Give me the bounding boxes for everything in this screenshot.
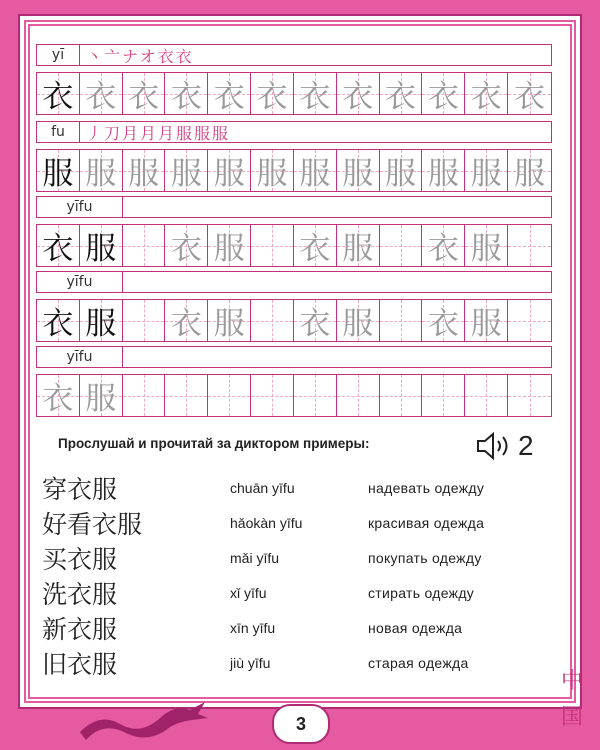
blank-cell[interactable] bbox=[380, 225, 423, 266]
example-row bbox=[42, 470, 542, 506]
trace-cell[interactable]: 衣 bbox=[165, 225, 208, 266]
trace-cell[interactable]: 服 bbox=[337, 300, 380, 341]
example-pinyin: chuān yīfu bbox=[230, 480, 295, 496]
trace-cell[interactable]: 服 bbox=[123, 150, 166, 191]
example-pinyin: xǐ yīfu bbox=[230, 585, 267, 601]
trace-cell[interactable]: 衣 bbox=[422, 73, 465, 114]
trace-cell[interactable]: 服 bbox=[465, 300, 508, 341]
trace-cell[interactable]: 衣 bbox=[123, 73, 166, 114]
writing-grid bbox=[36, 224, 552, 267]
model-character: 服 bbox=[37, 150, 80, 191]
example-translation: надевать одежду bbox=[368, 480, 485, 496]
examples-title: Прослушай и прочитай за диктором примеры: bbox=[58, 436, 370, 451]
blank-cell[interactable] bbox=[251, 300, 294, 341]
example-pinyin: hǎokàn yīfu bbox=[230, 515, 303, 531]
pinyin-strip bbox=[36, 196, 552, 218]
writing-grid bbox=[36, 72, 552, 115]
example-row bbox=[42, 610, 542, 646]
audio-track[interactable] bbox=[476, 430, 534, 462]
trace-cell[interactable]: 服 bbox=[165, 150, 208, 191]
example-translation: новая одежда bbox=[368, 620, 463, 636]
trace-cell[interactable]: 服 bbox=[208, 300, 251, 341]
example-row bbox=[42, 505, 542, 541]
trace-cell[interactable]: 衣 bbox=[294, 225, 337, 266]
writing-grid bbox=[36, 374, 552, 417]
trace-cell[interactable]: 服 bbox=[80, 150, 123, 191]
example-pinyin: jiù yīfu bbox=[230, 655, 271, 671]
trace-cell[interactable]: 服 bbox=[294, 150, 337, 191]
blank-cell[interactable] bbox=[123, 375, 166, 416]
trace-cell[interactable]: 服 bbox=[465, 150, 508, 191]
pinyin-strip bbox=[36, 121, 552, 143]
blank-cell[interactable] bbox=[123, 300, 166, 341]
trace-cell[interactable]: 衣 bbox=[294, 300, 337, 341]
example-row bbox=[42, 575, 542, 611]
blank-cell[interactable] bbox=[123, 225, 166, 266]
example-pinyin: xīn yīfu bbox=[230, 620, 276, 636]
pinyin-label: yī bbox=[37, 45, 80, 65]
blank-cell[interactable] bbox=[251, 375, 294, 416]
model-character: 衣 bbox=[37, 300, 80, 341]
trace-cell[interactable]: 服 bbox=[422, 150, 465, 191]
model-character: 服 bbox=[80, 225, 123, 266]
pinyin-label: yīfu bbox=[37, 272, 123, 292]
blank-cell[interactable] bbox=[251, 225, 294, 266]
trace-cell[interactable]: 衣 bbox=[337, 73, 380, 114]
stroke-order: 丿刀月月月服服服 bbox=[86, 123, 231, 143]
trace-cell[interactable]: 衣 bbox=[165, 300, 208, 341]
example-pinyin: mǎi yīfu bbox=[230, 550, 280, 566]
trace-cell[interactable]: 服 bbox=[508, 150, 551, 191]
blank-cell[interactable] bbox=[422, 375, 465, 416]
china-seal: 中 国 bbox=[560, 669, 583, 730]
pinyin-strip bbox=[36, 271, 552, 293]
trace-cell[interactable]: 服 bbox=[337, 225, 380, 266]
pinyin-strip bbox=[36, 44, 552, 66]
pinyin-label: yīfu bbox=[37, 347, 123, 367]
model-character: 衣 bbox=[37, 375, 80, 416]
example-hanzi: 新衣服 bbox=[42, 615, 118, 644]
trace-cell[interactable]: 衣 bbox=[294, 73, 337, 114]
trace-cell[interactable]: 衣 bbox=[380, 73, 423, 114]
speaker-icon[interactable] bbox=[476, 431, 514, 461]
blank-cell[interactable] bbox=[165, 375, 208, 416]
trace-cell[interactable]: 衣 bbox=[251, 73, 294, 114]
example-translation: старая одежда bbox=[368, 655, 469, 671]
blank-cell[interactable] bbox=[380, 300, 423, 341]
blank-cell[interactable] bbox=[294, 375, 337, 416]
blank-cell[interactable] bbox=[508, 225, 551, 266]
stroke-order: 丶亠ナオ衣衣 bbox=[86, 46, 194, 66]
example-translation: стирать одежду bbox=[368, 585, 475, 601]
trace-cell[interactable]: 服 bbox=[337, 150, 380, 191]
pinyin-label: fu bbox=[37, 122, 80, 142]
model-character: 衣 bbox=[37, 225, 80, 266]
trace-cell[interactable]: 衣 bbox=[508, 73, 551, 114]
example-row bbox=[42, 645, 542, 681]
blank-cell[interactable] bbox=[208, 375, 251, 416]
audio-track-number: 2 bbox=[518, 430, 534, 461]
pinyin-label: yīfu bbox=[37, 197, 123, 217]
blank-cell[interactable] bbox=[380, 375, 423, 416]
blank-cell[interactable] bbox=[465, 375, 508, 416]
example-hanzi: 买衣服 bbox=[42, 545, 118, 574]
trace-cell[interactable]: 服 bbox=[251, 150, 294, 191]
example-hanzi: 旧衣服 bbox=[42, 650, 118, 679]
trace-cell[interactable]: 服 bbox=[208, 150, 251, 191]
writing-grid bbox=[36, 299, 552, 342]
trace-cell[interactable]: 服 bbox=[380, 150, 423, 191]
dragon-illustration bbox=[80, 692, 210, 742]
example-hanzi: 好看衣服 bbox=[42, 510, 143, 539]
page-number: 3 bbox=[272, 704, 330, 744]
pinyin-strip bbox=[36, 346, 552, 368]
example-hanzi: 洗衣服 bbox=[42, 580, 118, 609]
example-translation: покупать одежду bbox=[368, 550, 482, 566]
model-character: 衣 bbox=[37, 73, 80, 114]
trace-cell[interactable]: 服 bbox=[208, 225, 251, 266]
trace-cell[interactable]: 衣 bbox=[465, 73, 508, 114]
example-translation: красивая одежда bbox=[368, 515, 485, 531]
trace-cell[interactable]: 服 bbox=[465, 225, 508, 266]
trace-cell[interactable]: 衣 bbox=[208, 73, 251, 114]
example-hanzi: 穿衣服 bbox=[42, 475, 118, 504]
trace-cell[interactable]: 衣 bbox=[422, 225, 465, 266]
model-character: 服 bbox=[80, 300, 123, 341]
writing-grid bbox=[36, 149, 552, 192]
trace-cell[interactable]: 衣 bbox=[165, 73, 208, 114]
example-row bbox=[42, 540, 542, 576]
trace-cell[interactable]: 衣 bbox=[80, 73, 123, 114]
blank-cell[interactable] bbox=[508, 375, 551, 416]
blank-cell[interactable] bbox=[508, 300, 551, 341]
blank-cell[interactable] bbox=[337, 375, 380, 416]
model-character: 服 bbox=[80, 375, 123, 416]
trace-cell[interactable]: 衣 bbox=[422, 300, 465, 341]
